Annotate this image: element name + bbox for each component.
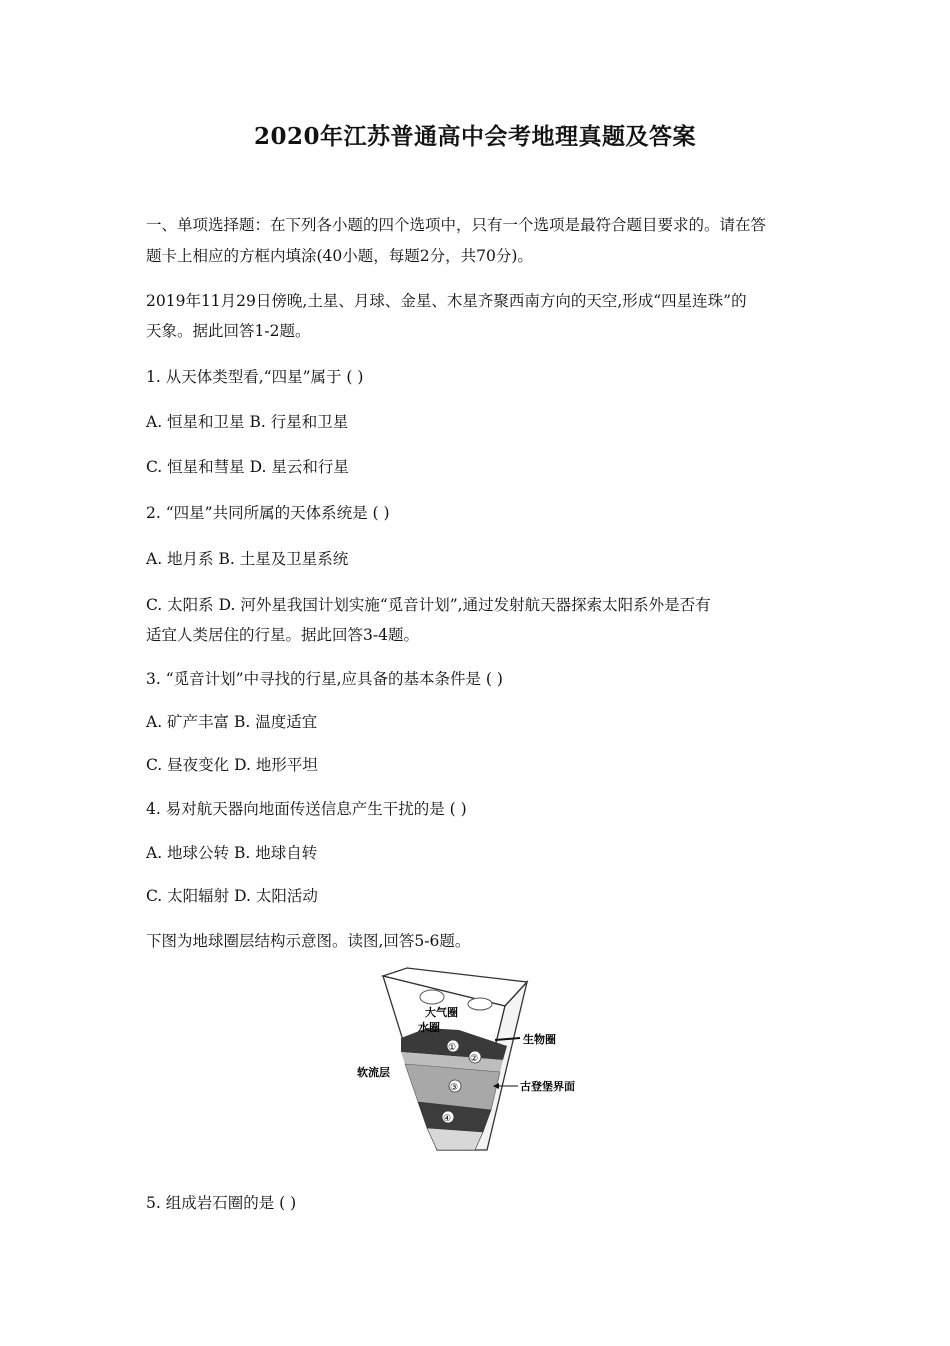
question-3: 3. “觅音计划”中寻找的行星,应具备的基本条件是 ( ) <box>146 670 503 688</box>
label-4: ④ <box>443 1114 452 1124</box>
question-2: 2. “四星”共同所属的天体系统是 ( ) <box>146 504 390 522</box>
options-line: A. 地球公转 B. 地球自转 <box>146 844 318 862</box>
page-title: 2020年江苏普通高中会考地理真题及答案 <box>253 123 696 150</box>
options-line: A. 矿产丰富 B. 温度适宜 <box>146 713 318 731</box>
label-asthenosphere: 软流层 <box>357 1066 390 1079</box>
text-line: C. 太阳系 D. 河外星我国计划实施“觅音计划”,通过发射航天器探索太阳系外是否有 <box>146 596 711 614</box>
label-atmosphere: 大气圈 <box>425 1006 458 1019</box>
label-1: ① <box>448 1043 457 1053</box>
text-line: 2019年11月29日傍晚,土星、月球、金星、木星齐聚西南方向的天空,形成“四星连珠”的 <box>146 292 747 310</box>
options-line: C. 昼夜变化 D. 地形平坦 <box>146 756 318 774</box>
label-3: ③ <box>450 1083 459 1093</box>
label-hydrosphere: 水圈 <box>418 1021 440 1034</box>
text-line: 题卡上相应的方框内填涂(40小题，每题2分，共70分)。 <box>146 247 533 265</box>
options-line: C. 太阳辐射 D. 太阳活动 <box>146 887 318 905</box>
label-gutenberg: 古登堡界面 <box>520 1080 575 1093</box>
question-1: 1. 从天体类型看,“四星”属于 ( ) <box>146 368 364 386</box>
label-2: ② <box>470 1054 479 1064</box>
text-line: 一、单项选择题：在下列各小题的四个选项中，只有一个选项是最符合题目要求的。请在答 <box>146 216 767 234</box>
earth-spheres-diagram <box>355 960 600 1160</box>
label-biosphere: 生物圈 <box>523 1033 556 1046</box>
options-line: A. 恒星和卫星 B. 行星和卫星 <box>146 413 349 431</box>
text-line: 天象。据此回答1-2题。 <box>146 322 311 340</box>
options-line: C. 恒星和彗星 D. 星云和行星 <box>146 458 349 476</box>
question-5: 5. 组成岩石圈的是 ( ) <box>146 1194 297 1212</box>
text-line: 下图为地球圈层结构示意图。读图,回答5-6题。 <box>146 932 471 950</box>
question-4: 4. 易对航天器向地面传送信息产生干扰的是 ( ) <box>146 800 467 818</box>
text-line: 适宜人类居住的行星。据此回答3-4题。 <box>146 626 419 644</box>
options-line: A. 地月系 B. 土星及卫星系统 <box>146 550 349 568</box>
